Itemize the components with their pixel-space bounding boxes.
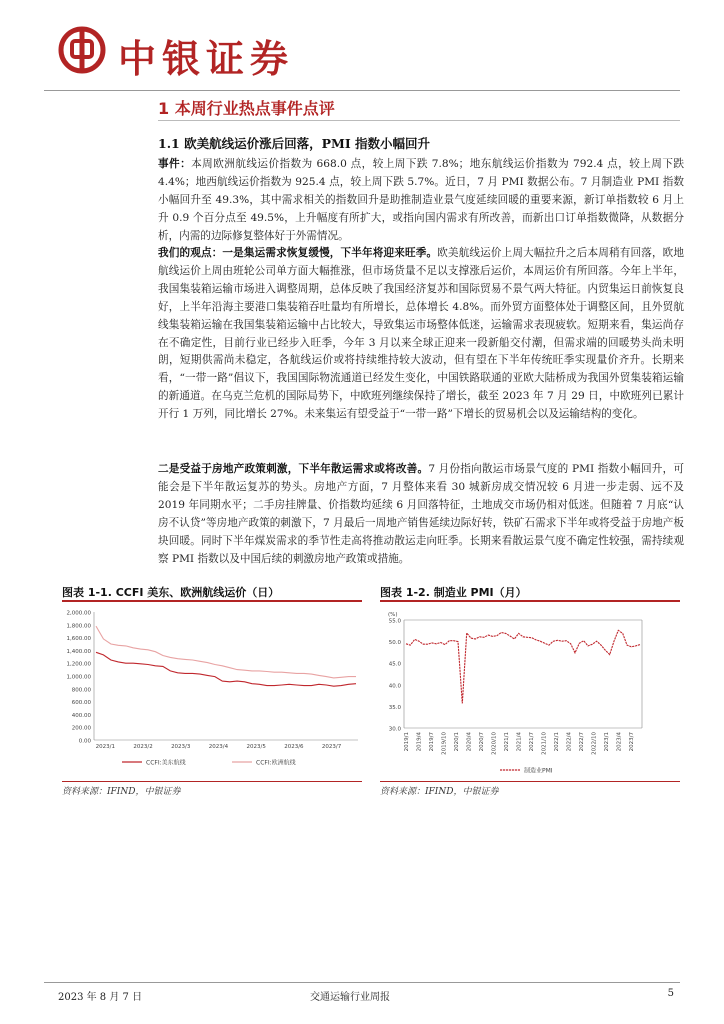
- x-tick-label: 2023/2: [133, 744, 153, 750]
- x-tick-label: 2022/1: [554, 732, 561, 752]
- y-tick-label: 40.0: [388, 683, 401, 690]
- series-line-1: [406, 630, 640, 703]
- y-tick-label: 0.00: [78, 738, 91, 745]
- x-tick-label: 2021/10: [541, 732, 548, 755]
- paragraph-body: 本周欧洲航线运价指数为 668.0 点，较上周下跌 7.8%；地东航线运价指数为 792.4 点，较上周下跌 4.4%；地西航线运价指数为 925.4 点，较上周下跌 5.7%。近日，7 月 PMI 数据公布。7 月制造业 PMI 指数小幅回升至 49.3%，其中需求相关的指数回升是助推制造业景气度延续回暖的重要来源，新订单指数较 6 月上升 0.9 个百分点至 49.5%，上升幅度有所扩大，或指向国内需求有所改善，而新出口订单指数微降，从数据分析，内需的边际修复整体好于外需情况。: [158, 158, 684, 242]
- y-tick-label: 30.0: [388, 726, 401, 733]
- x-tick-label: 2023/3: [171, 744, 191, 750]
- y-tick-label: 45.0: [388, 661, 401, 668]
- x-tick-label: 2023/5: [246, 744, 266, 750]
- page-header: [44, 18, 680, 84]
- y-tick-label: 35.0: [388, 704, 401, 711]
- x-tick-label: 2021/4: [516, 732, 523, 752]
- x-tick-label: 2019/10: [441, 732, 448, 755]
- y-tick-label: 800.00: [71, 687, 91, 694]
- footer-report-title: 交通运输行业周报: [310, 992, 390, 1003]
- footer-date: 2023 年 8 月 7 日: [58, 992, 143, 1003]
- figure-1-top-rule: [62, 600, 362, 602]
- section-divider: [158, 120, 680, 121]
- footer-divider: [44, 982, 680, 983]
- x-tick-label: 2022/4: [566, 732, 573, 752]
- paragraph-lead: 我们的观点：一是集运需求恢复缓慢，下半年将迎来旺季。: [158, 247, 438, 259]
- y-tick-label: 1,400.00: [66, 648, 91, 655]
- paragraph-body: 7 月份指向散运市场景气度的 PMI 指数小幅回升，可能会是下半年散运复苏的势头。房地产方面，7 月整体来看 30 城新房成交情况较 6 月进一步走弱、远不及 2019 年同期水平；二手房挂牌量、价指数均延续 6 月回落特征，土地成交市场仍相对低迷。但随着 7 月底“认房不认贷”等房地产政策的刺激下，7 月最后一周地产销售延续边际好转，铁矿石需求下半年或将受益于房地产板块回暖。同时下半年煤炭需求的季节性走高将推动散运走向旺季。长期来看散运景气度不确定性较强，需持续观察 PMI 指数以及中国后续的刺激房地产政策或措施。: [158, 463, 684, 565]
- figure-2-bottom-rule: [380, 781, 680, 782]
- y-tick-label: 400.00: [71, 712, 91, 719]
- paragraph-event: [158, 156, 684, 246]
- legend-label: CCFI:美东航线: [146, 759, 186, 767]
- x-tick-label: 2020/1: [453, 732, 460, 752]
- x-tick-label: 2023/1: [604, 732, 611, 752]
- x-tick-label: 2023/7: [629, 732, 636, 752]
- legend-label: CCFI:欧洲航线: [256, 759, 296, 767]
- figure-1-bottom-rule: [62, 781, 362, 782]
- x-tick-label: 2023/7: [321, 744, 342, 750]
- y-tick-label: 55.0: [388, 618, 401, 625]
- figure-1-source: 资料来源：IFIND，中银证券: [62, 787, 181, 797]
- legend-label: 制造业PMI: [524, 767, 553, 775]
- x-tick-label: 2020/10: [491, 732, 498, 755]
- y-tick-label: 600.00: [71, 700, 91, 707]
- y-tick-label: 200.00: [71, 725, 91, 732]
- y-tick-label: 1,800.00: [66, 623, 91, 630]
- y-tick-label: 1,000.00: [66, 674, 91, 681]
- figure-2-top-rule: [380, 600, 680, 602]
- x-tick-label: 2019/7: [428, 732, 435, 752]
- paragraph-body: 欧美航线运价上周大幅拉升之后本周稍有回落，欧地航线运价上周由班轮公司单方面大幅推涨，但市场货量不足以支撑涨后运价，本周运价有所回落。今年上半年，我国集装箱运输市场进入调整周期，总体反映了我国经济复苏和国际贸易不景气两大特征。内贸集运日前恢复良好，上半年沿海主要港口集装箱吞吐量均有所增长，总体增长 4.8%。而外贸方面整体处于调整区间，且外贸航线集装箱运输在我国集装箱运输中占比较大，导致集运市场整体低迷，运输需求表现疲软。短期来看，集运尚存在不确定性，目前行业已经步入旺季，今年 3 月以来全球正迎来一段新船交付潮，但需求端的回暖势头尚未明朗，短期供需尚未稳定，各航线运价或将持续维持较大波动，但有望在下半年传统旺季实现量价齐升。长期来看，“一带一路”倡议下，我国国际物流通道已经发生变化，中国铁路联通的亚欧大陆桥成为我国外贸集装箱运输的新通道。在乌克兰危机的国际局势下，中欧班列继续保持了增长，截至 2023 年 7 月 29 日，中欧班列已累计开行 1 万列，同比增长 27%。未来集运有望受益于“一带一路”下增长的贸易机会以及运输结构的变化。: [158, 247, 685, 421]
- figure-2-title: 图表 1-2. 制造业 PMI（月）: [380, 586, 527, 599]
- x-tick-label: 2021/1: [503, 732, 510, 752]
- footer-page-number: 5: [667, 988, 674, 999]
- x-tick-label: 2023/4: [616, 732, 623, 752]
- section-heading: 1 本周行业热点事件点评: [158, 99, 335, 118]
- subsection-heading: 1.1 欧美航线运价涨后回落，PMI 指数小幅回升: [158, 136, 431, 151]
- brand-name: 中银证券: [118, 37, 295, 81]
- ccfi-line-chart: [62, 604, 362, 780]
- y-tick-label: 2,000.00: [66, 610, 91, 617]
- paragraph-lead: 事件：: [158, 158, 192, 170]
- series-line-1: [96, 652, 356, 686]
- y-tick-label: 50.0: [388, 640, 401, 647]
- x-tick-label: 2021/7: [529, 732, 536, 752]
- x-tick-label: 2023/1: [95, 744, 115, 750]
- x-tick-label: 2023/4: [208, 744, 229, 750]
- y-tick-label: 1,200.00: [66, 661, 91, 668]
- pmi-line-chart: [380, 604, 680, 780]
- x-tick-label: 2022/10: [591, 732, 598, 755]
- header-divider: [44, 90, 680, 91]
- x-tick-label: 2023/6: [284, 744, 304, 750]
- series-line-2: [96, 626, 356, 678]
- paragraph-view-container: [158, 245, 684, 424]
- x-tick-label: 2022/7: [579, 732, 586, 752]
- y-unit-label: (%): [388, 612, 398, 618]
- x-tick-label: 2020/7: [478, 732, 485, 752]
- figure-1-title: 图表 1-1. CCFI 美东、欧洲航线运价（日）: [62, 586, 280, 599]
- paragraph-view-bulk: [158, 461, 684, 568]
- paragraph-lead: 二是受益于房地产政策刺激，下半年散运需求或将改善。: [158, 463, 429, 475]
- x-tick-label: 2019/4: [416, 732, 423, 752]
- y-tick-label: 1,600.00: [66, 636, 91, 643]
- figure-2-source: 资料来源：IFIND，中银证券: [380, 787, 499, 797]
- x-tick-label: 2019/1: [403, 732, 410, 752]
- boc-logo-icon: [58, 26, 106, 74]
- x-tick-label: 2020/4: [466, 732, 473, 752]
